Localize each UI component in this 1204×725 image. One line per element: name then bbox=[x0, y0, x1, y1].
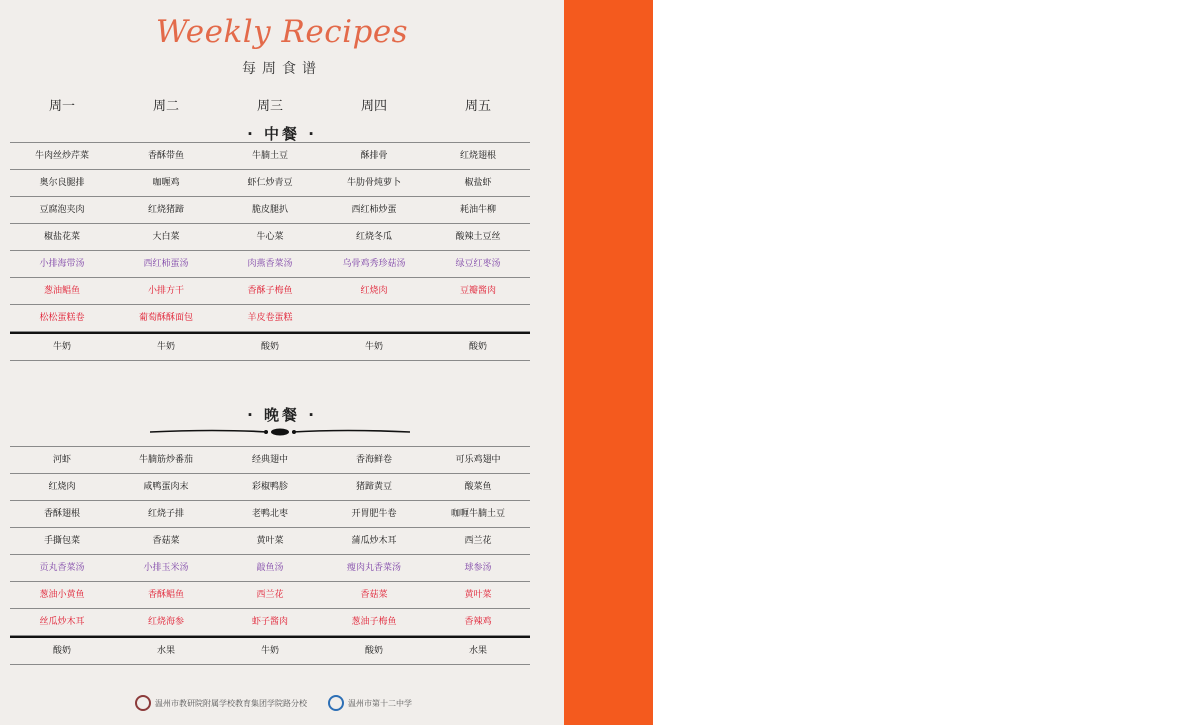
dish-cell: 酸奶 bbox=[260, 342, 279, 352]
dish-cell: 咸鸭蛋肉末 bbox=[143, 482, 189, 492]
dish-cell: 西兰花 bbox=[256, 590, 284, 600]
menu-row bbox=[10, 446, 530, 474]
dish-cell: 咖喱鸡 bbox=[152, 178, 180, 188]
dish-cell: 牛腩土豆 bbox=[251, 151, 288, 161]
dish-cell: 香菇菜 bbox=[152, 536, 180, 546]
dish-cell: 丝瓜炒木耳 bbox=[39, 617, 85, 627]
dish-cell: 水果 bbox=[156, 646, 175, 656]
dish-cell bbox=[322, 305, 426, 331]
dish-cell: 蒲瓜炒木耳 bbox=[351, 536, 397, 546]
dish-cell: 贡丸香菜汤 bbox=[39, 563, 85, 573]
menu-row bbox=[10, 609, 530, 636]
dish-cell: 黄叶菜 bbox=[464, 590, 492, 600]
dish-cell: 绿豆红枣汤 bbox=[455, 259, 501, 269]
dish-cell: 虾仁炒青豆 bbox=[247, 178, 293, 188]
dish-cell: 老鸭北枣 bbox=[251, 509, 288, 519]
dish-cell: 耗油牛柳 bbox=[459, 205, 496, 215]
dish-cell: 奥尔良腿排 bbox=[39, 178, 85, 188]
date-range: 2025.5.12---2025.5.16 bbox=[1177, 62, 1197, 286]
menu-row bbox=[10, 636, 530, 665]
menu-row bbox=[10, 197, 530, 224]
day-label: 周二 bbox=[152, 99, 179, 114]
dish-cell: 椒盐虾 bbox=[464, 178, 492, 188]
dish-cell: 小排方干 bbox=[147, 286, 184, 296]
school-name-left: 温州市教研院附属学校教育集团学院路分校 bbox=[155, 698, 307, 708]
dish-cell: 瘦肉丸香菜汤 bbox=[346, 563, 401, 573]
menu-row bbox=[10, 528, 530, 555]
dish-cell: 牛奶 bbox=[260, 646, 279, 656]
sidebar bbox=[564, 0, 1204, 725]
school-name-right: 温州市第十二中学 bbox=[348, 698, 412, 708]
dish-cell: 河虾 bbox=[52, 455, 71, 465]
dish-cell: 西红柿蛋汤 bbox=[143, 259, 189, 269]
dish-cell: 葱油子梅鱼 bbox=[351, 617, 397, 627]
day-label: 周五 bbox=[464, 99, 491, 114]
dish-cell: 水果 bbox=[468, 646, 487, 656]
dish-cell: 红烧子排 bbox=[147, 509, 184, 519]
dish-cell: 红烧冬瓜 bbox=[355, 232, 392, 242]
dish-cell: 香酥子梅鱼 bbox=[247, 286, 293, 296]
dish-cell: 松松蛋糕卷 bbox=[39, 313, 85, 323]
day-label: 周三 bbox=[256, 99, 283, 114]
dish-cell: 葡萄酥酥面包 bbox=[138, 313, 193, 323]
dish-cell: 牛肋骨炖萝卜 bbox=[346, 178, 401, 188]
dish-cell: 酸奶 bbox=[52, 646, 71, 656]
lunch-table bbox=[10, 142, 530, 361]
dish-cell: 猪蹄黄豆 bbox=[355, 482, 392, 492]
day-label: 周一 bbox=[48, 99, 75, 114]
menu-row bbox=[10, 224, 530, 251]
footer bbox=[0, 688, 564, 718]
dish-cell: 彩椒鸭胗 bbox=[251, 482, 288, 492]
weekday-header bbox=[10, 95, 530, 114]
dish-cell: 香酥带鱼 bbox=[147, 151, 184, 161]
dish-cell: 虾子酱肉 bbox=[251, 617, 288, 627]
page-subtitle: 每周食谱 bbox=[242, 61, 322, 77]
dish-cell: 香酥翅根 bbox=[43, 509, 80, 519]
dish-cell: 西兰花 bbox=[464, 536, 492, 546]
menu-row bbox=[10, 555, 530, 582]
dish-cell: 香海鲜卷 bbox=[355, 455, 392, 465]
dish-cell: 牛奶 bbox=[364, 342, 383, 352]
school-logo-left bbox=[135, 693, 307, 713]
dish-cell: 手撕包菜 bbox=[43, 536, 80, 546]
dinner-table bbox=[10, 446, 530, 665]
school-emblem-icon bbox=[135, 695, 151, 711]
dish-cell: 球参汤 bbox=[464, 563, 492, 573]
dish-cell: 牛奶 bbox=[52, 342, 71, 352]
dish-cell: 酸奶 bbox=[364, 646, 383, 656]
dish-cell: 乌骨鸡秀珍菇汤 bbox=[342, 259, 406, 269]
day-label: 周四 bbox=[360, 99, 387, 114]
dish-cell: 牛腩筋炒番茄 bbox=[138, 455, 193, 465]
dish-cell: 红烧海参 bbox=[147, 617, 184, 627]
dish-cell: 小排玉米汤 bbox=[143, 563, 189, 573]
dish-cell: 香菇菜 bbox=[360, 590, 388, 600]
menu-row bbox=[10, 474, 530, 501]
dish-cell: 大白菜 bbox=[152, 232, 180, 242]
dish-cell: 红烧翅根 bbox=[459, 151, 496, 161]
red-font-note: 红色字体为加菜 bbox=[1144, 238, 1163, 350]
dish-cell: 黄叶菜 bbox=[256, 536, 284, 546]
menu-label: MENU bbox=[1178, 300, 1204, 388]
dish-cell: 葱油小黄鱼 bbox=[39, 590, 85, 600]
dish-cell: 牛奶 bbox=[156, 342, 175, 352]
dish-cell: 香酥鲳鱼 bbox=[147, 590, 184, 600]
dish-cell: 可乐鸡翅中 bbox=[455, 455, 501, 465]
dish-cell: 葱油鲳鱼 bbox=[43, 286, 80, 296]
dish-cell: 羊皮卷蛋糕 bbox=[247, 313, 293, 323]
dish-cell: 敲鱼汤 bbox=[256, 563, 284, 573]
menu-row bbox=[10, 142, 530, 170]
dish-cell: 豆瓣酱肉 bbox=[459, 286, 496, 296]
dish-cell bbox=[426, 305, 530, 331]
dinner-title: · 晚餐 · bbox=[247, 406, 317, 424]
menu-row bbox=[10, 332, 530, 361]
dish-cell: 西红柿炒蛋 bbox=[351, 205, 397, 215]
dish-cell: 咖喱牛腩土豆 bbox=[450, 509, 505, 519]
dish-cell: 牛心菜 bbox=[256, 232, 284, 242]
school-logo-right bbox=[328, 693, 412, 713]
ornament-divider bbox=[150, 427, 410, 437]
dish-cell: 香辣鸡 bbox=[464, 617, 492, 627]
menu-row bbox=[10, 251, 530, 278]
dish-cell: 小排海带汤 bbox=[39, 259, 85, 269]
dish-cell: 豆腐泡夹肉 bbox=[39, 205, 85, 215]
menu-row bbox=[10, 305, 530, 332]
menu-row bbox=[10, 501, 530, 528]
dish-cell: 牛肉丝炒芹菜 bbox=[34, 151, 89, 161]
dish-cell: 酥排骨 bbox=[360, 151, 388, 161]
dish-cell: 经典翅中 bbox=[251, 455, 288, 465]
dish-cell: 红烧肉 bbox=[360, 286, 388, 296]
dish-cell: 开胃肥牛卷 bbox=[351, 509, 397, 519]
menu-row bbox=[10, 170, 530, 197]
dish-cell: 酸辣土豆丝 bbox=[455, 232, 501, 242]
dish-cell: 酸菜鱼 bbox=[464, 482, 492, 492]
dish-cell: 红烧肉 bbox=[48, 482, 76, 492]
menu-row bbox=[10, 582, 530, 609]
dish-cell: 肉燕香菜汤 bbox=[247, 259, 293, 269]
dish-cell: 脆皮腿扒 bbox=[251, 205, 288, 215]
lunch-title: · 中餐 · bbox=[247, 125, 317, 143]
school-emblem-icon bbox=[328, 695, 344, 711]
dish-cell: 椒盐花菜 bbox=[43, 232, 80, 242]
dish-cell: 酸奶 bbox=[468, 342, 487, 352]
page-title: Weekly Recipes bbox=[155, 14, 409, 50]
menu-row bbox=[10, 278, 530, 305]
dish-cell: 红烧猪蹄 bbox=[147, 205, 184, 215]
